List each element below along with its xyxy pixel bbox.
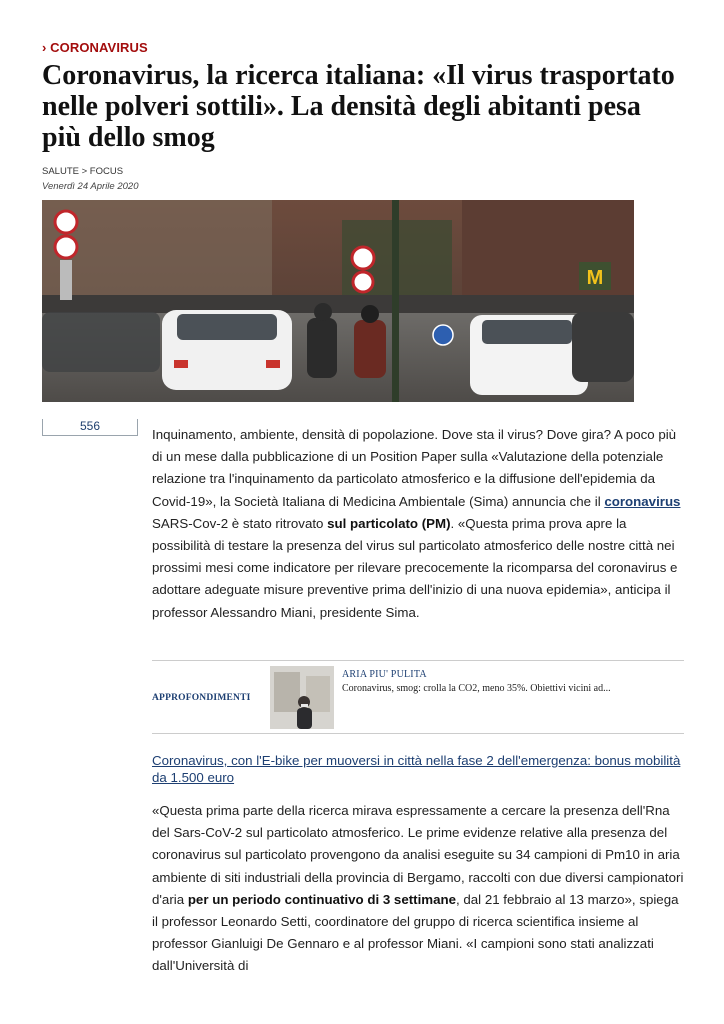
article-paragraph: Inquinamento, ambiente, densità di popolazione. Dove sta il virus? Dove gira? A poco più di un mese dalla pubblicazione di un Position Paper sulla «Valutazione della potenziale relazione tra l'inquinamento da particolato atmosferico e la diffusione dell'epidemia da Covid-19», la Società Italiana di Medicina Ambientale (Sima) annuncia che il coronavirus SARS-Cov-2 è stato ritrovato sul particolato (PM). «Questa prima prova apre la possibilità di testare la presenza del virus sul particolato atmosferico delle nostre città nei prossimi mesi come indicatore per rilevare precocemente la ricomparsa del coronavirus e adottare adeguate misure preventive prima dell'inizio di una nuova epidemia», anticipa il professor Alessandro Miani, presidente Sima. — [152, 427, 681, 620]
coronavirus-keyword-link[interactable]: coronavirus — [604, 493, 681, 509]
article-paragraph: «Questa prima parte della ricerca mirava espressamente a cercare la presenza dell'Rna del Sars-CoV-2 sul particolato atmosferico. Le prime evidenze relative alla presenza del coronavirus sul particolato provengono da analisi eseguite su 34 campioni di Pm10 in aria ambiente di siti industriali della provincia di Bergamo, raccolti con due diversi campionatori d'aria per un periodo continuativo di 3 settimane, dal 21 febbraio al 13 marzo», spiega il professor Leonardo Setti, coordinatore del gruppo di ricerca scientifica insieme al professor Gianluigi De Gennaro e al professor Miani. «I campioni sono stati analizzati dall'Università di — [152, 803, 684, 974]
related-thumbnail[interactable] — [270, 666, 334, 729]
related-box — [152, 660, 684, 734]
related-article-link[interactable]: Coronavirus, con l'E-bike per muoversi in città nella fase 2 dell'emergenza: bonus mobilità da 1.500 euro — [152, 753, 681, 785]
share-counter[interactable]: 556 — [42, 419, 138, 436]
breadcrumb[interactable]: SALUTE > FOCUS — [42, 166, 124, 177]
related-box-label: APPROFONDIMENTI — [152, 693, 251, 703]
mcdonalds-sign: M — [586, 267, 604, 289]
related-kicker[interactable]: ARIA PIU' PULITA — [342, 669, 427, 680]
section-label[interactable]: › CORONAVIRUS — [42, 40, 148, 55]
article-headline: Coronavirus, la ricerca italiana: «Il virus trasportato nelle polveri sottili». La densità degli abitanti pesa più dello smog — [42, 60, 675, 153]
street-traffic-image — [42, 200, 634, 402]
lead-photo — [42, 200, 634, 402]
related-title[interactable]: Coronavirus, smog: crolla la CO2, meno 35%. Obiettivi vicini ad... — [342, 683, 611, 694]
publish-date: Venerdì 24 Aprile 2020 — [42, 181, 139, 192]
